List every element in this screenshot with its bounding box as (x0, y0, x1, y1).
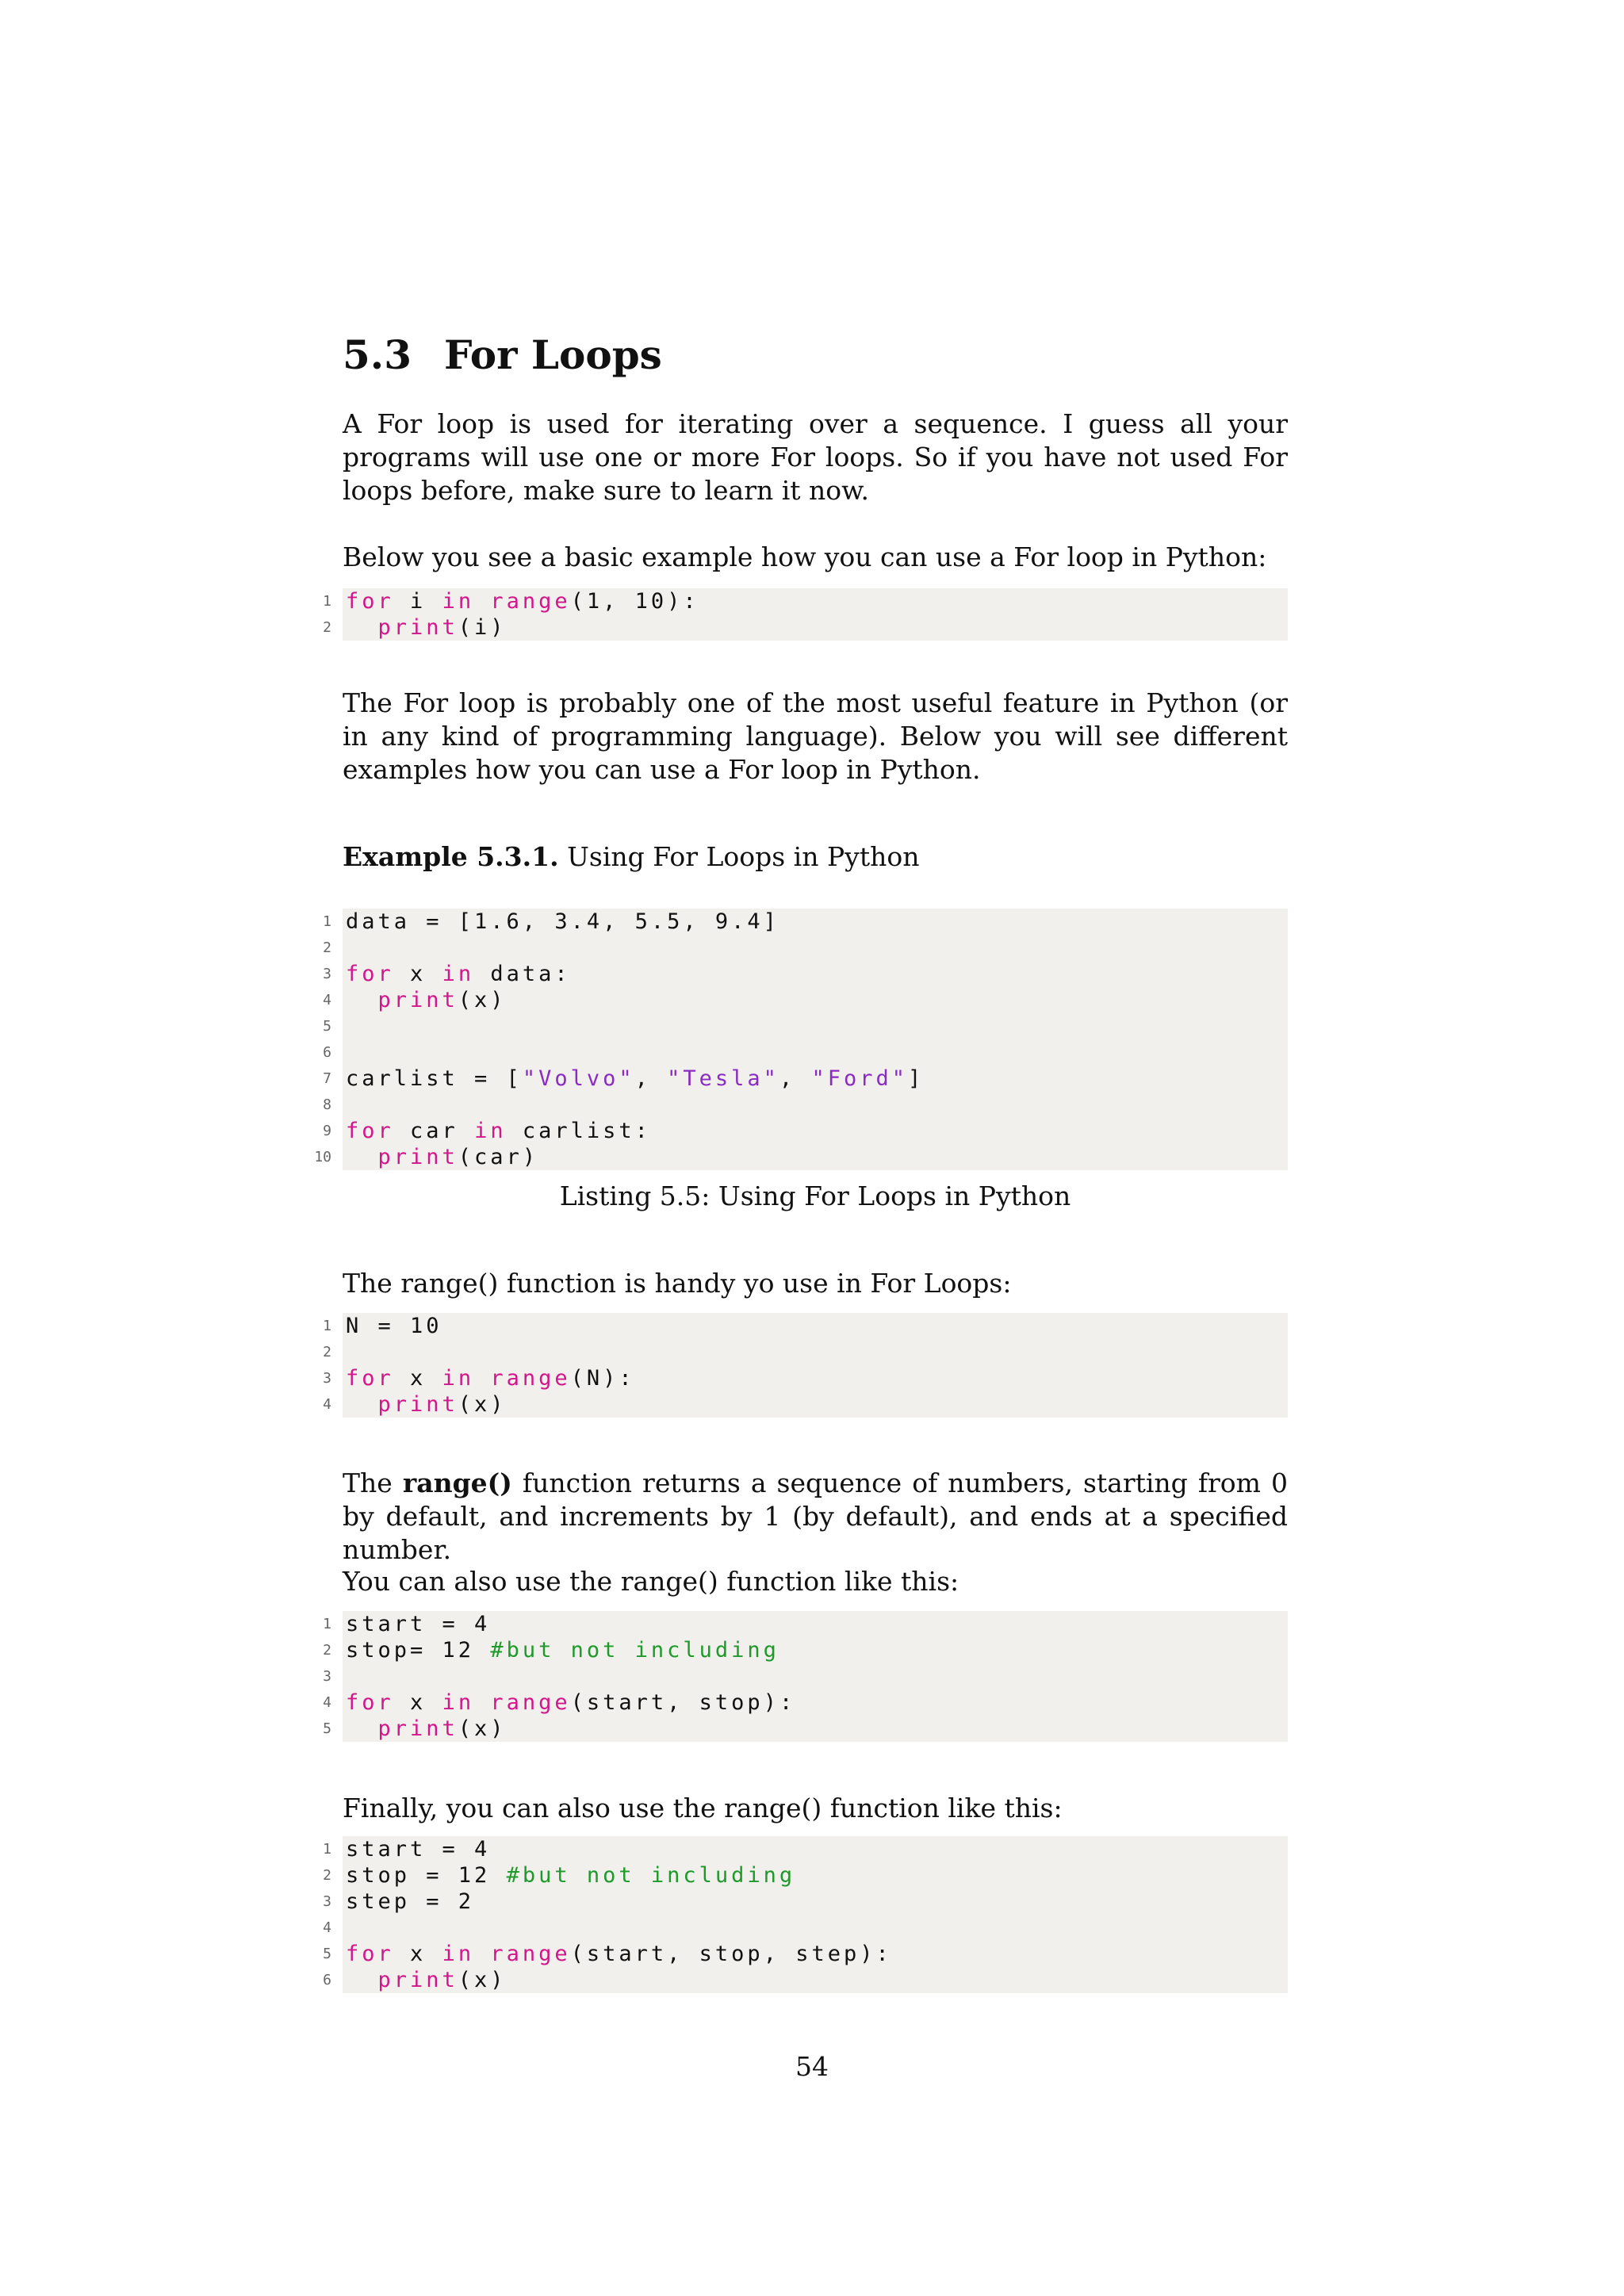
code-text: ] (907, 1066, 925, 1091)
code-keyword: in (442, 1942, 475, 1966)
code-line (323, 588, 1288, 614)
code-text: , (634, 1066, 668, 1091)
line-number: 2 (323, 939, 331, 956)
code-text: x (393, 1366, 442, 1391)
code-line (323, 1663, 1288, 1689)
code-line (323, 1716, 1288, 1742)
example-text: Using For Loops in Python (567, 841, 920, 872)
code-block-range (323, 1313, 1288, 1418)
code-text (474, 1690, 490, 1715)
code-text: (car) (458, 1145, 539, 1169)
code-keyword: for (346, 962, 394, 986)
line-number: 7 (323, 1070, 331, 1087)
code-line (323, 1637, 1288, 1663)
code-block-basic (323, 588, 1288, 641)
code-text: (N): (570, 1366, 635, 1391)
line-number: 2 (323, 1867, 331, 1884)
code-line (314, 1144, 1288, 1170)
code-block-range-step (323, 1836, 1288, 1993)
code-text (346, 1392, 378, 1417)
line-number: 1 (323, 1318, 331, 1334)
code-keyword: in (442, 1366, 475, 1391)
basic-example-paragraph: Below you see a basic example how you can use a For loop in Python: (343, 541, 1267, 572)
range-finally-paragraph: Finally, you can also use the range() function like this: (343, 1793, 1063, 1823)
code-text: N = 10 (346, 1314, 442, 1338)
line-number: 3 (323, 1893, 331, 1910)
code-line (323, 1888, 1288, 1915)
range-desc-after: function returns a sequence of numbers, starting from 0 by default, and increments by 1 (by default), and ends at a specified number. (343, 1468, 1288, 1565)
code-keyword: for (346, 589, 394, 614)
line-number: 4 (323, 1694, 331, 1711)
code-text (346, 1716, 378, 1741)
code-text (474, 1942, 490, 1966)
range-desc-before: The (343, 1468, 403, 1498)
code-text (474, 1366, 490, 1391)
code-text: start = 4 (346, 1612, 491, 1636)
code-text: (i) (458, 615, 507, 640)
code-text: data: (474, 962, 571, 986)
code-text (474, 589, 490, 614)
code-text: (start, stop): (570, 1690, 796, 1715)
code-keyword: for (346, 1690, 394, 1715)
code-line (323, 614, 1288, 641)
code-keyword: in (442, 589, 475, 614)
code-line (323, 1118, 1288, 1144)
section-number: 5.3 (343, 331, 412, 378)
code-keyword: print (377, 1716, 458, 1741)
code-line (323, 1039, 1288, 1066)
code-text: i (393, 589, 442, 614)
line-number: 4 (323, 1919, 331, 1936)
code-text: step = 2 (346, 1889, 475, 1914)
code-keyword: print (377, 1392, 458, 1417)
line-number: 1 (323, 593, 331, 610)
code-string: "Tesla" (667, 1066, 779, 1091)
code-line (323, 1689, 1288, 1716)
code-line (323, 1313, 1288, 1339)
line-number: 9 (323, 1123, 331, 1139)
line-number: 5 (323, 1720, 331, 1737)
code-line (323, 987, 1288, 1013)
code-text (346, 988, 378, 1012)
code-comment: #but not including (490, 1638, 779, 1663)
code-text: (x) (458, 1716, 507, 1741)
code-line (323, 909, 1288, 935)
line-number: 6 (323, 1972, 331, 1988)
code-line (323, 1967, 1288, 1993)
code-text: (x) (458, 988, 507, 1012)
code-string: "Ford" (811, 1066, 908, 1091)
line-number: 2 (323, 1642, 331, 1659)
code-text: stop = 12 (346, 1863, 507, 1888)
code-text: car (393, 1119, 475, 1143)
code-line (323, 1339, 1288, 1365)
code-keyword: for (346, 1942, 394, 1966)
line-number: 5 (323, 1946, 331, 1962)
code-text: x (393, 962, 442, 986)
code-line (323, 1611, 1288, 1637)
example-label: Example 5.3.1. (343, 841, 559, 872)
code-keyword: in (442, 962, 475, 986)
code-text: , (779, 1066, 812, 1091)
line-number: 1 (323, 1616, 331, 1632)
range-also-paragraph: You can also use the range() function like this: (343, 1566, 959, 1597)
range-function-name: range() (402, 1468, 512, 1498)
example-heading (343, 840, 919, 874)
code-text: x (393, 1690, 442, 1715)
code-keyword: print (377, 1968, 458, 1992)
line-number: 3 (323, 1668, 331, 1685)
code-text: (1, 10): (570, 589, 699, 614)
code-text: carlist: (506, 1119, 651, 1143)
line-number: 3 (323, 1370, 331, 1387)
line-number: 10 (314, 1149, 331, 1165)
line-number: 2 (323, 1344, 331, 1360)
code-line (323, 1836, 1288, 1862)
line-number: 4 (323, 992, 331, 1008)
code-text: (x) (458, 1392, 507, 1417)
intro-paragraph: A For loop is used for iterating over a sequence. I guess all your programs will use one or more For loops. So if you have not used For loops before, make sure to learn it now. (343, 408, 1288, 506)
code-text: (x) (458, 1968, 507, 1992)
code-string: "Volvo" (522, 1066, 635, 1091)
code-line (323, 961, 1288, 987)
code-keyword: range (490, 589, 571, 614)
code-block-range-start-stop (323, 1611, 1288, 1742)
code-text: x (393, 1942, 442, 1966)
code-line (323, 1365, 1288, 1391)
code-line (323, 1941, 1288, 1967)
range-intro-paragraph: The range() function is handy yo use in For Loops: (343, 1268, 1012, 1299)
code-keyword: print (377, 988, 458, 1012)
code-keyword: for (346, 1119, 394, 1143)
line-number: 4 (323, 1396, 331, 1413)
code-keyword: range (490, 1690, 571, 1715)
code-text: data = [1.6, 3.4, 5.5, 9.4] (346, 909, 779, 934)
line-number: 2 (323, 619, 331, 636)
code-text (346, 1145, 378, 1169)
range-description-paragraph (343, 1467, 1288, 1567)
code-keyword: in (474, 1119, 507, 1143)
code-line (323, 1066, 1288, 1092)
code-line (323, 1391, 1288, 1418)
useful-paragraph: The For loop is probably one of the most useful feature in Python (or in any kind of programming language). Below you will see different examples how you can use a For loop in Python. (343, 687, 1288, 785)
line-number: 6 (323, 1044, 331, 1061)
page-number: 54 (795, 2051, 829, 2082)
code-text: carlist = [ (346, 1066, 523, 1091)
code-line (323, 1092, 1288, 1118)
line-number: 1 (323, 1841, 331, 1858)
code-keyword: print (377, 615, 458, 640)
code-keyword: in (442, 1690, 475, 1715)
code-keyword: range (490, 1366, 571, 1391)
line-number: 1 (323, 913, 331, 930)
code-block-listing (314, 909, 1288, 1170)
code-text: start = 4 (346, 1837, 491, 1862)
code-line (323, 1013, 1288, 1039)
code-text: stop= 12 (346, 1638, 491, 1663)
line-number: 3 (323, 966, 331, 982)
code-text (346, 615, 378, 640)
section-heading (343, 331, 662, 379)
code-line (323, 935, 1288, 961)
code-text: (start, stop, step): (570, 1942, 892, 1966)
code-keyword: for (346, 1366, 394, 1391)
listing-caption: Listing 5.5: Using For Loops in Python (559, 1181, 1071, 1211)
code-keyword: print (377, 1145, 458, 1169)
line-number: 8 (323, 1096, 331, 1113)
section-title: For Loops (444, 331, 662, 378)
line-number: 5 (323, 1018, 331, 1035)
code-keyword: range (490, 1942, 571, 1966)
code-text (346, 1968, 378, 1992)
code-line (323, 1915, 1288, 1941)
code-comment: #but not including (506, 1863, 796, 1888)
code-line (323, 1862, 1288, 1888)
